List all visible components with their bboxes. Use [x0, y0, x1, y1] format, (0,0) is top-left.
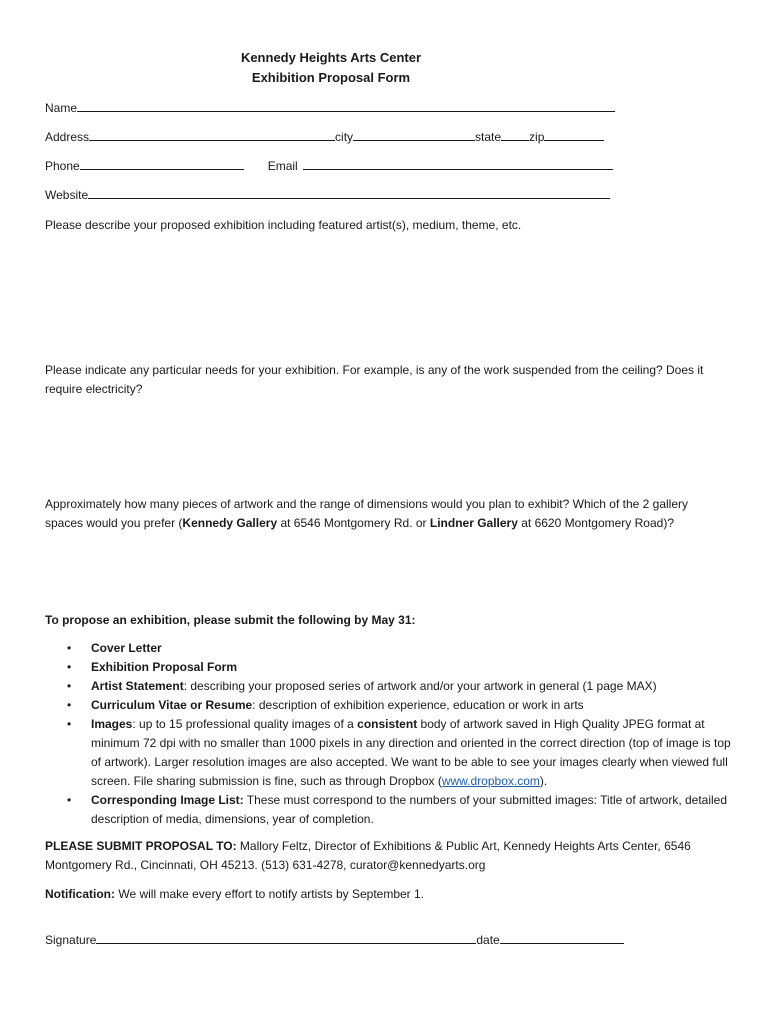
bullet-icon: •	[67, 793, 72, 807]
lindner-gallery-name: Lindner Gallery	[429, 516, 518, 530]
requirements-list	[45, 639, 731, 829]
name-input-line[interactable]	[77, 100, 615, 112]
artwork-count-text-a: Approximately how many pieces of artwork and the range of dimensions would you plan to exhibit? Which of the 2 gallery spaces would you prefer (	[45, 497, 689, 530]
kennedy-gallery-name: Kennedy Gallery	[182, 516, 278, 530]
notification-label: Notification:	[45, 887, 115, 901]
state-label: state	[475, 130, 502, 144]
org-title: Kennedy Heights Arts Center	[240, 50, 422, 65]
image-list-label: Corresponding Image List:	[91, 793, 244, 807]
dropbox-link[interactable]: www.dropbox.com	[441, 774, 540, 788]
artist-statement-label: Artist Statement	[91, 679, 184, 693]
list-item	[45, 696, 731, 715]
address-input-line[interactable]	[89, 129, 335, 141]
city-label: city	[335, 130, 354, 144]
bullet-icon: •	[67, 641, 72, 655]
form-header	[45, 48, 725, 88]
city-input-line[interactable]	[353, 129, 475, 141]
images-text-b: body of artwork saved in High Quality JPEG format at minimum 72 dpi with no smaller than 1000 pixels in any direction and oriented in the correct direction (top of image is top of artwork). Larger resolution images are also accepted. We want to be able to see your images clearly when viewed full screen. File sharing submission is fine, such as through Dropbox (	[91, 717, 731, 788]
name-field-row	[45, 100, 725, 129]
phone-email-row	[45, 158, 725, 187]
proposal-form-label: Exhibition Proposal Form	[91, 660, 238, 674]
website-input-line[interactable]	[88, 187, 610, 199]
state-input-line[interactable]	[501, 129, 529, 141]
zip-input-line[interactable]	[544, 129, 604, 141]
bullet-icon: •	[67, 698, 72, 712]
cv-text: : description of exhibition experience, education or work in arts	[252, 698, 584, 712]
submit-text: Mallory Feltz, Director of Exhibitions & Public Art, Kennedy Heights Arts Center, 6546 Montgomery Rd., Cincinnati, OH 45213. (513) 631-4278, curator@kennedyarts.org	[45, 839, 691, 872]
bullet-icon: •	[67, 717, 72, 731]
signature-input-line[interactable]	[96, 932, 476, 944]
phone-label: Phone	[45, 159, 80, 173]
images-text-a: : up to 15 professional quality images of a	[132, 717, 358, 731]
artist-statement-text: : describing your proposed series of artwork and/or your artwork in general (1 page MAX)	[183, 679, 657, 693]
list-item	[45, 715, 731, 791]
form-title: Exhibition Proposal Form	[251, 70, 411, 85]
date-input-line[interactable]	[500, 932, 624, 944]
name-label: Name	[45, 101, 78, 115]
describe-exhibition-prompt: Please describe your proposed exhibition including featured artist(s), medium, theme, etc.	[45, 218, 522, 232]
website-field-row	[45, 187, 725, 216]
proposal-form-page	[45, 48, 731, 948]
list-item	[45, 639, 731, 658]
submit-label: PLEASE SUBMIT PROPOSAL TO:	[45, 839, 237, 853]
address-field-row	[45, 129, 725, 158]
artwork-answer-area[interactable]	[45, 533, 725, 613]
cv-label: Curriculum Vitae or Resume	[91, 698, 253, 712]
requirements-heading: To propose an exhibition, please submit the following by May 31:	[45, 613, 416, 627]
images-consistent: consistent	[357, 717, 418, 731]
submit-instructions	[45, 837, 715, 875]
zip-label: zip	[529, 130, 545, 144]
needs-answer-area[interactable]	[45, 399, 725, 495]
list-item	[45, 791, 731, 829]
email-label: Email	[267, 159, 298, 173]
describe-answer-area[interactable]	[45, 235, 725, 361]
notification-note	[45, 885, 725, 904]
signature-row	[45, 932, 725, 948]
artwork-count-prompt	[45, 495, 690, 533]
artwork-count-text-b: at 6546 Montgomery Rd. or	[277, 516, 430, 530]
website-label: Website	[45, 188, 89, 202]
image-list-text: These must correspond to the numbers of your submitted images: Title of artwork, detailed description of media, dimensions, year of completion.	[91, 793, 728, 826]
bullet-icon: •	[67, 660, 72, 674]
list-item	[45, 677, 731, 696]
phone-input-line[interactable]	[80, 158, 244, 170]
notification-text: We will make every effort to notify artists by September 1.	[115, 887, 425, 901]
bullet-icon: •	[67, 679, 72, 693]
cover-letter-label: Cover Letter	[91, 641, 162, 655]
images-text-c: ).	[539, 774, 548, 788]
images-label: Images	[91, 717, 133, 731]
email-input-line[interactable]	[303, 158, 613, 170]
list-item	[45, 658, 731, 677]
date-label: date	[476, 933, 500, 947]
artwork-count-text-c: at 6620 Montgomery Road)?	[517, 516, 674, 530]
special-needs-prompt: Please indicate any particular needs for your exhibition. For example, is any of the work suspended from the ceiling? Does it require electricity?	[45, 363, 704, 396]
address-label: Address	[45, 130, 90, 144]
signature-label: Signature	[45, 933, 97, 947]
